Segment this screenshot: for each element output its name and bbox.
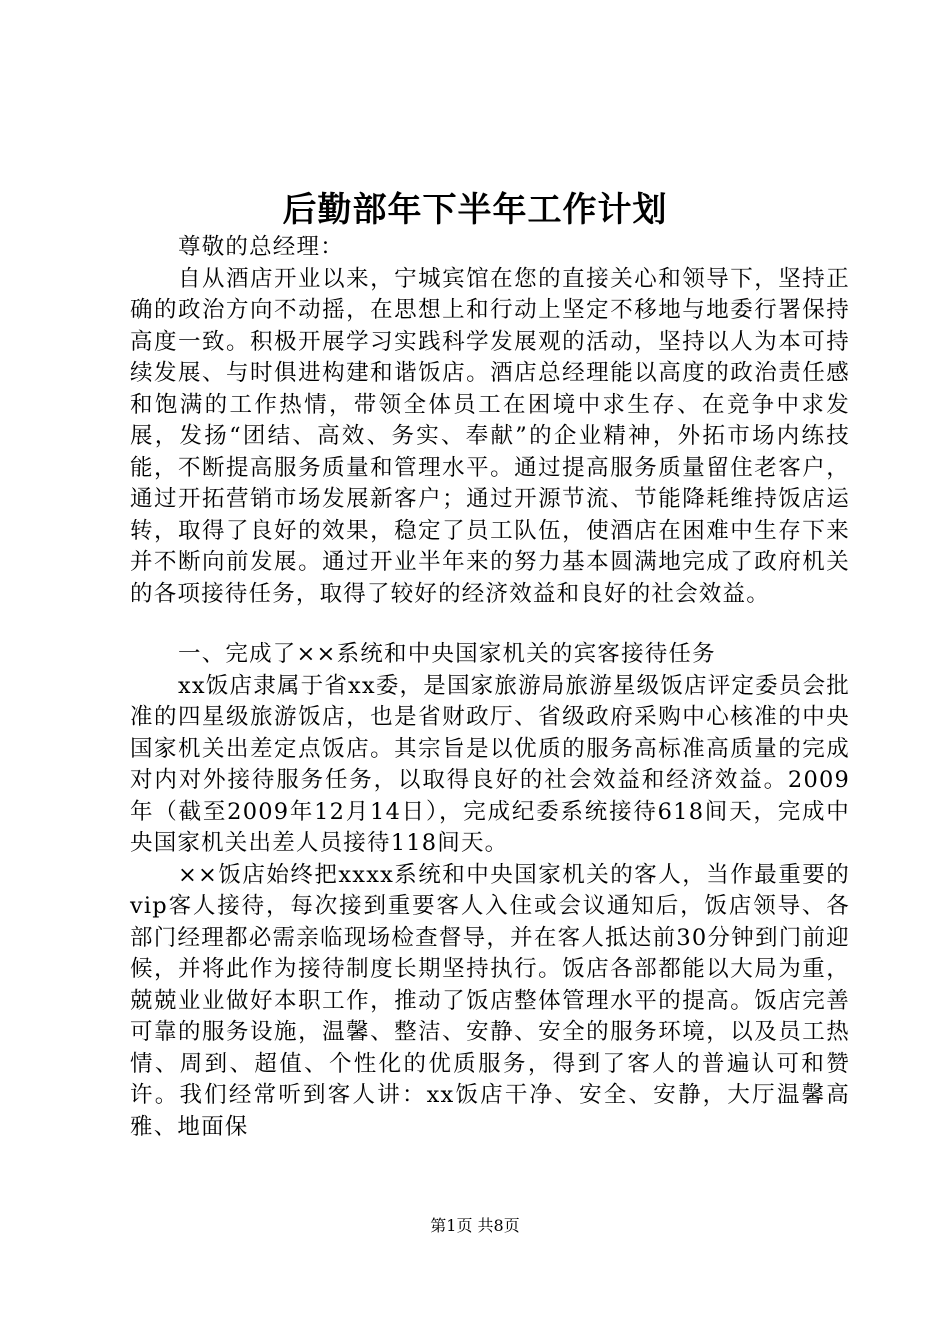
section-heading: 一、完成了××系统和中央国家机关的宾客接待任务: [178, 641, 716, 667]
intro-paragraph: 自从酒店开业以来，宁城宾馆在您的直接关心和领导下，坚持正确的政治方向不动摇，在思想上和行动上坚定不移地与地委行署保持高度一致。积极开展学习实践科学发展观的活动，坚持以人为本可持续发展、与时俱进构建和谐饭店。酒店总经理能以高度的政治责任感和饱满的工作热情，带领全体员工在困境中求生存、在竞争中求发展，发扬“团结、高效、务实、奉献”的企业精神，外拓市场内练技能，不断提高服务质量和管理水平。通过提高服务质量留住老客户，通过开拓营销市场发展新客户；通过开源节流、节能降耗维持饭店运转，取得了良好的效果，稳定了员工队伍，使酒店在困难中生存下来并不断向前发展。通过开业半年来的努力基本圆满地完成了政府机关的各项接待任务，取得了较好的经济效益和良好的社会效益。: [130, 265, 850, 607]
document-body: [130, 232, 850, 1143]
salutation: 尊敬的总经理：: [178, 234, 344, 260]
section-paragraph: ××饭店始终把xxxx系统和中央国家机关的客人，当作最重要的vip客人接待，每次接到重要客人入住或会议通知后，饭店领导、各部门经理都必需亲临现场检查督导，并在客人抵达前30分钟到门前迎候，并将此作为接待制度长期坚持执行。饭店各部都能以大局为重，兢兢业业做好本职工作，推动了饭店整体管理水平的提高。饭店完善可靠的服务设施，温馨、整洁、安静、安全的服务环境，以及员工热情、周到、超值、个性化的优质服务，得到了客人的普遍认可和赞许。我们经常听到客人讲：xx饭店干净、安全、安静，大厅温馨高雅、地面保: [130, 861, 850, 1140]
section-paragraph: xx饭店隶属于省xx委，是国家旅游局旅游星级饭店评定委员会批准的四星级旅游饭店，也是省财政厅、省级政府采购中心核准的中央国家机关出差定点饭店。其宗旨是以优质的服务高标准高质量的完成对内对外接待服务任务，以取得良好的社会效益和经济效益。2009年（截至2009年12月14日），完成纪委系统接待618间天，完成中央国家机关出差人员接待118间天。: [130, 672, 850, 856]
page-footer: 第1页 共8页: [430, 1216, 520, 1235]
document-title: 后勤部年下半年工作计划: [282, 190, 668, 230]
